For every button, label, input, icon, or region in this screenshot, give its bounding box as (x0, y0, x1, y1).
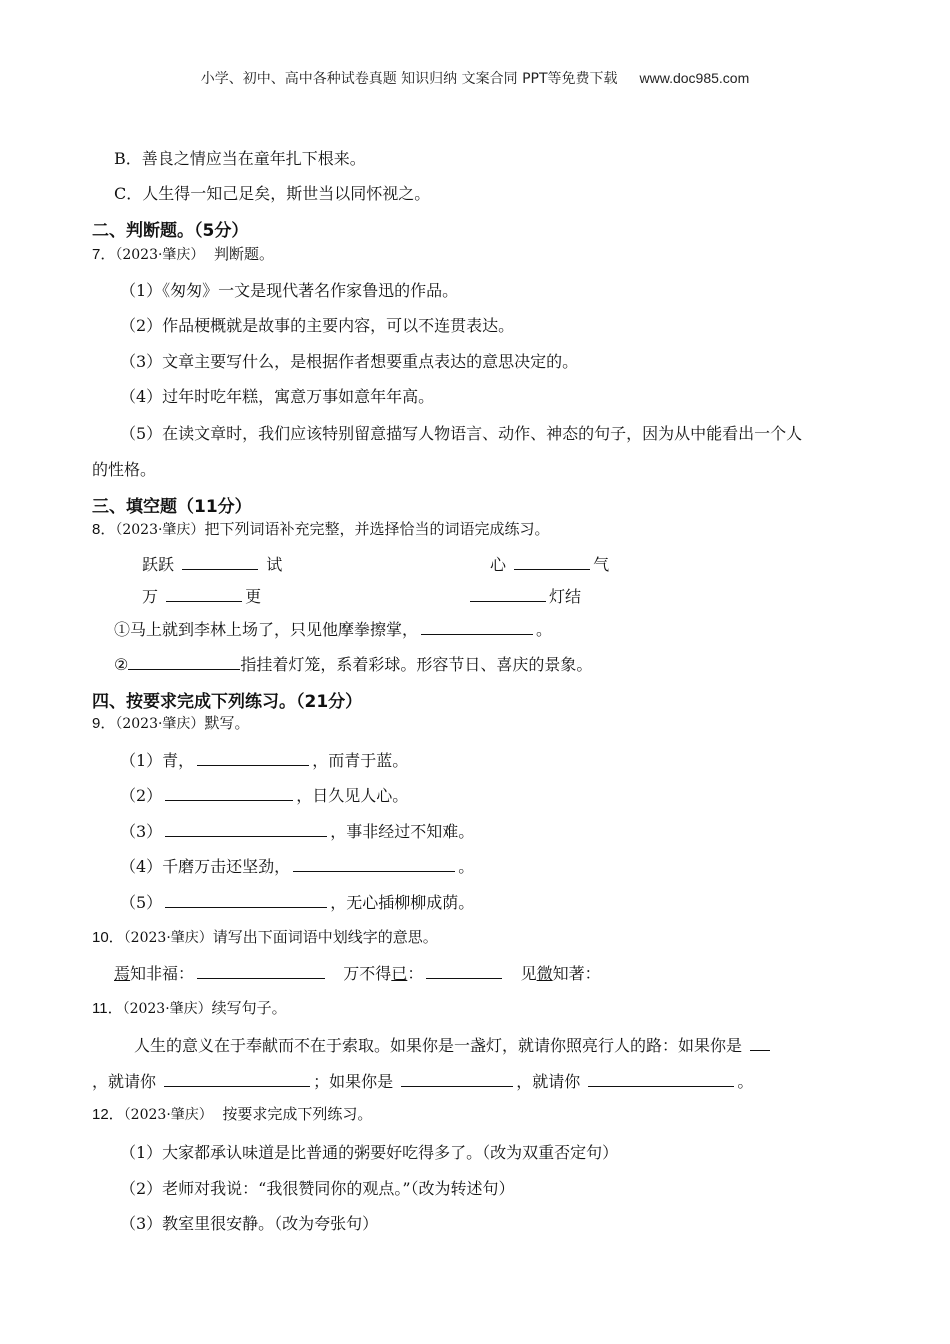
question-text: 把下列词语补充完整，并选择恰当的词语完成练习。 (204, 520, 550, 538)
recite-text: ，而青于蓝。 (312, 751, 409, 770)
question-7 (92, 243, 274, 264)
recite-item-1 (120, 748, 408, 771)
question-9 (92, 712, 249, 733)
sentence-blank[interactable] (401, 1072, 513, 1087)
question-source: （2023·肇庆） (115, 522, 205, 538)
idiom-text: 跃跃 (142, 555, 175, 574)
word-text: 万不得 (343, 964, 392, 983)
question-8 (92, 518, 549, 539)
rewrite-item-3: （3）教室里很安静。（改为夸张句） (120, 1214, 379, 1233)
recite-text: ，日久见人心。 (296, 786, 409, 805)
idiom-text: 更 (245, 587, 262, 606)
recite-text: （1）青， (120, 751, 195, 770)
recite-blank[interactable] (293, 857, 455, 872)
question-number: 11． (92, 1000, 123, 1017)
idiom-blank[interactable] (182, 555, 258, 570)
recite-text: ，无心插柳柳成荫。 (330, 893, 475, 912)
question-text: 按要求完成下列练习。 (222, 1105, 373, 1123)
judgement-item-2: （2）作品梗概就是故事的主要内容，可以不连贯表达。 (120, 316, 515, 335)
sentence-text: ；如果你是 (313, 1072, 394, 1091)
question-number: 9． (92, 715, 116, 732)
fill-sentence-1 (114, 617, 552, 640)
rewrite-item-1: （1）大家都承认味道是比普通的粥要好吃得多了。（改为双重否定句） (120, 1143, 619, 1162)
idiom-blank[interactable] (166, 587, 242, 602)
question-source: （2023·肇庆） (123, 930, 213, 946)
question-11 (92, 997, 287, 1018)
continue-sentence-line-2 (92, 1069, 753, 1092)
question-text: 判断题。 (213, 245, 274, 263)
recite-text: （4）千磨万击还坚劲， (120, 857, 291, 876)
idiom-3 (142, 584, 261, 607)
word-meaning-row (114, 961, 601, 984)
underlined-char: 焉 (114, 964, 131, 983)
idiom-text: 试 (266, 555, 283, 574)
sentence-blank[interactable] (750, 1036, 770, 1051)
sentence-blank[interactable] (128, 655, 240, 670)
sentence-text: ①马上就到李林上场了，只见他摩拳擦掌， (114, 620, 419, 639)
recite-blank[interactable] (165, 786, 293, 801)
idiom-text: 灯结 (549, 587, 582, 606)
idiom-4 (470, 584, 581, 607)
question-text: 默写。 (204, 714, 250, 732)
sentence-blank[interactable] (164, 1072, 310, 1087)
idiom-1 (142, 552, 282, 575)
header-site-link[interactable]: www.doc985.com (639, 70, 750, 86)
sentence-text: 指挂着灯笼，系着彩球。形容节日、喜庆的景象。 (240, 655, 593, 674)
question-number: 12． (92, 1106, 124, 1123)
question-source: （2023·肇庆） (115, 247, 205, 263)
option-b: B．善良之情应当在童年扎下根来。 (114, 149, 366, 168)
sentence-blank[interactable] (588, 1072, 734, 1087)
sentence-text: ，就请你 (516, 1072, 581, 1091)
question-text: 续写句子。 (211, 999, 287, 1017)
question-source: （2023·肇庆） (123, 1107, 213, 1123)
question-10 (92, 926, 438, 947)
recite-text: 。 (458, 857, 475, 876)
question-number: 10． (92, 929, 124, 946)
judgement-item-1: （1）《匆匆》一文是现代著名作家鲁迅的作品。 (120, 281, 459, 300)
section-title-exercises: 四、按要求完成下列练习。（21分） (92, 692, 363, 712)
idiom-blank[interactable] (470, 587, 546, 602)
word-text: 知非福： (130, 964, 195, 983)
recite-item-2 (120, 783, 408, 806)
judgement-item-3: （3）文章主要写什么，是根据作者想要重点表达的意思决定的。 (120, 352, 579, 371)
recite-blank[interactable] (165, 893, 327, 908)
underlined-char: 已 (391, 964, 408, 983)
sentence-blank[interactable] (421, 620, 533, 635)
recite-blank[interactable] (197, 751, 309, 766)
sentence-text: 。 (737, 1072, 754, 1091)
recite-text: （3） (120, 822, 163, 841)
judgement-item-5: （5）在读文章时，我们应该特别留意描写人物语言、动作、神态的句子，因为从中能看出一个人 (120, 424, 803, 443)
rewrite-item-2: （2）老师对我说：“我很赞同你的观点。”（改为转述句） (120, 1179, 515, 1198)
judgement-item-4: （4）过年时吃年糕，寓意万事如意年年高。 (120, 387, 435, 406)
question-source: （2023·肇庆） (115, 716, 205, 732)
meaning-blank[interactable] (426, 964, 502, 979)
underlined-char: 微 (536, 964, 553, 983)
meaning-blank[interactable] (197, 964, 325, 979)
recite-text: （5） (120, 893, 163, 912)
question-text: 请写出下面词语中划线字的意思。 (212, 928, 438, 946)
sentence-text: ② (114, 655, 129, 674)
idiom-text: 万 (142, 587, 159, 606)
question-number: 8． (92, 521, 116, 538)
judgement-item-5-cont: 的性格。 (92, 460, 157, 479)
recite-item-3 (120, 819, 474, 842)
sentence-text: 人生的意义在于奉献而不在于索取。如果你是一盏灯，就请你照亮行人的路：如果你是 (134, 1036, 743, 1055)
question-12 (92, 1103, 372, 1124)
question-source: （2023·肇庆） (122, 1001, 212, 1017)
idiom-blank[interactable] (514, 555, 590, 570)
continue-sentence-line-1 (134, 1033, 773, 1056)
idiom-text: 心 (490, 555, 507, 574)
recite-item-4 (120, 854, 474, 877)
header-text: 小学、初中、高中各种试卷真题 知识归纳 文案合同 PPT等免费下载 (200, 71, 618, 87)
recite-text: ，事非经过不知难。 (330, 822, 475, 841)
sentence-text: 。 (536, 620, 553, 639)
recite-text: （2） (120, 786, 163, 805)
idiom-text: 气 (593, 555, 610, 574)
word-text: 知著： (552, 964, 601, 983)
option-c: C．人生得一知己足矣，斯世当以同怀视之。 (114, 184, 431, 203)
section-title-fill: 三、填空题（11分） (92, 497, 252, 517)
recite-item-5 (120, 890, 474, 913)
sentence-text: ，就请你 (92, 1072, 157, 1091)
word-text: 见 (520, 964, 537, 983)
idiom-2 (490, 552, 609, 575)
recite-blank[interactable] (165, 822, 327, 837)
question-number: 7． (92, 246, 116, 263)
page-header (0, 68, 950, 88)
fill-sentence-2 (114, 652, 592, 675)
section-title-judgement: 二、判断题。（5分） (92, 221, 249, 241)
word-text: ： (407, 964, 424, 983)
